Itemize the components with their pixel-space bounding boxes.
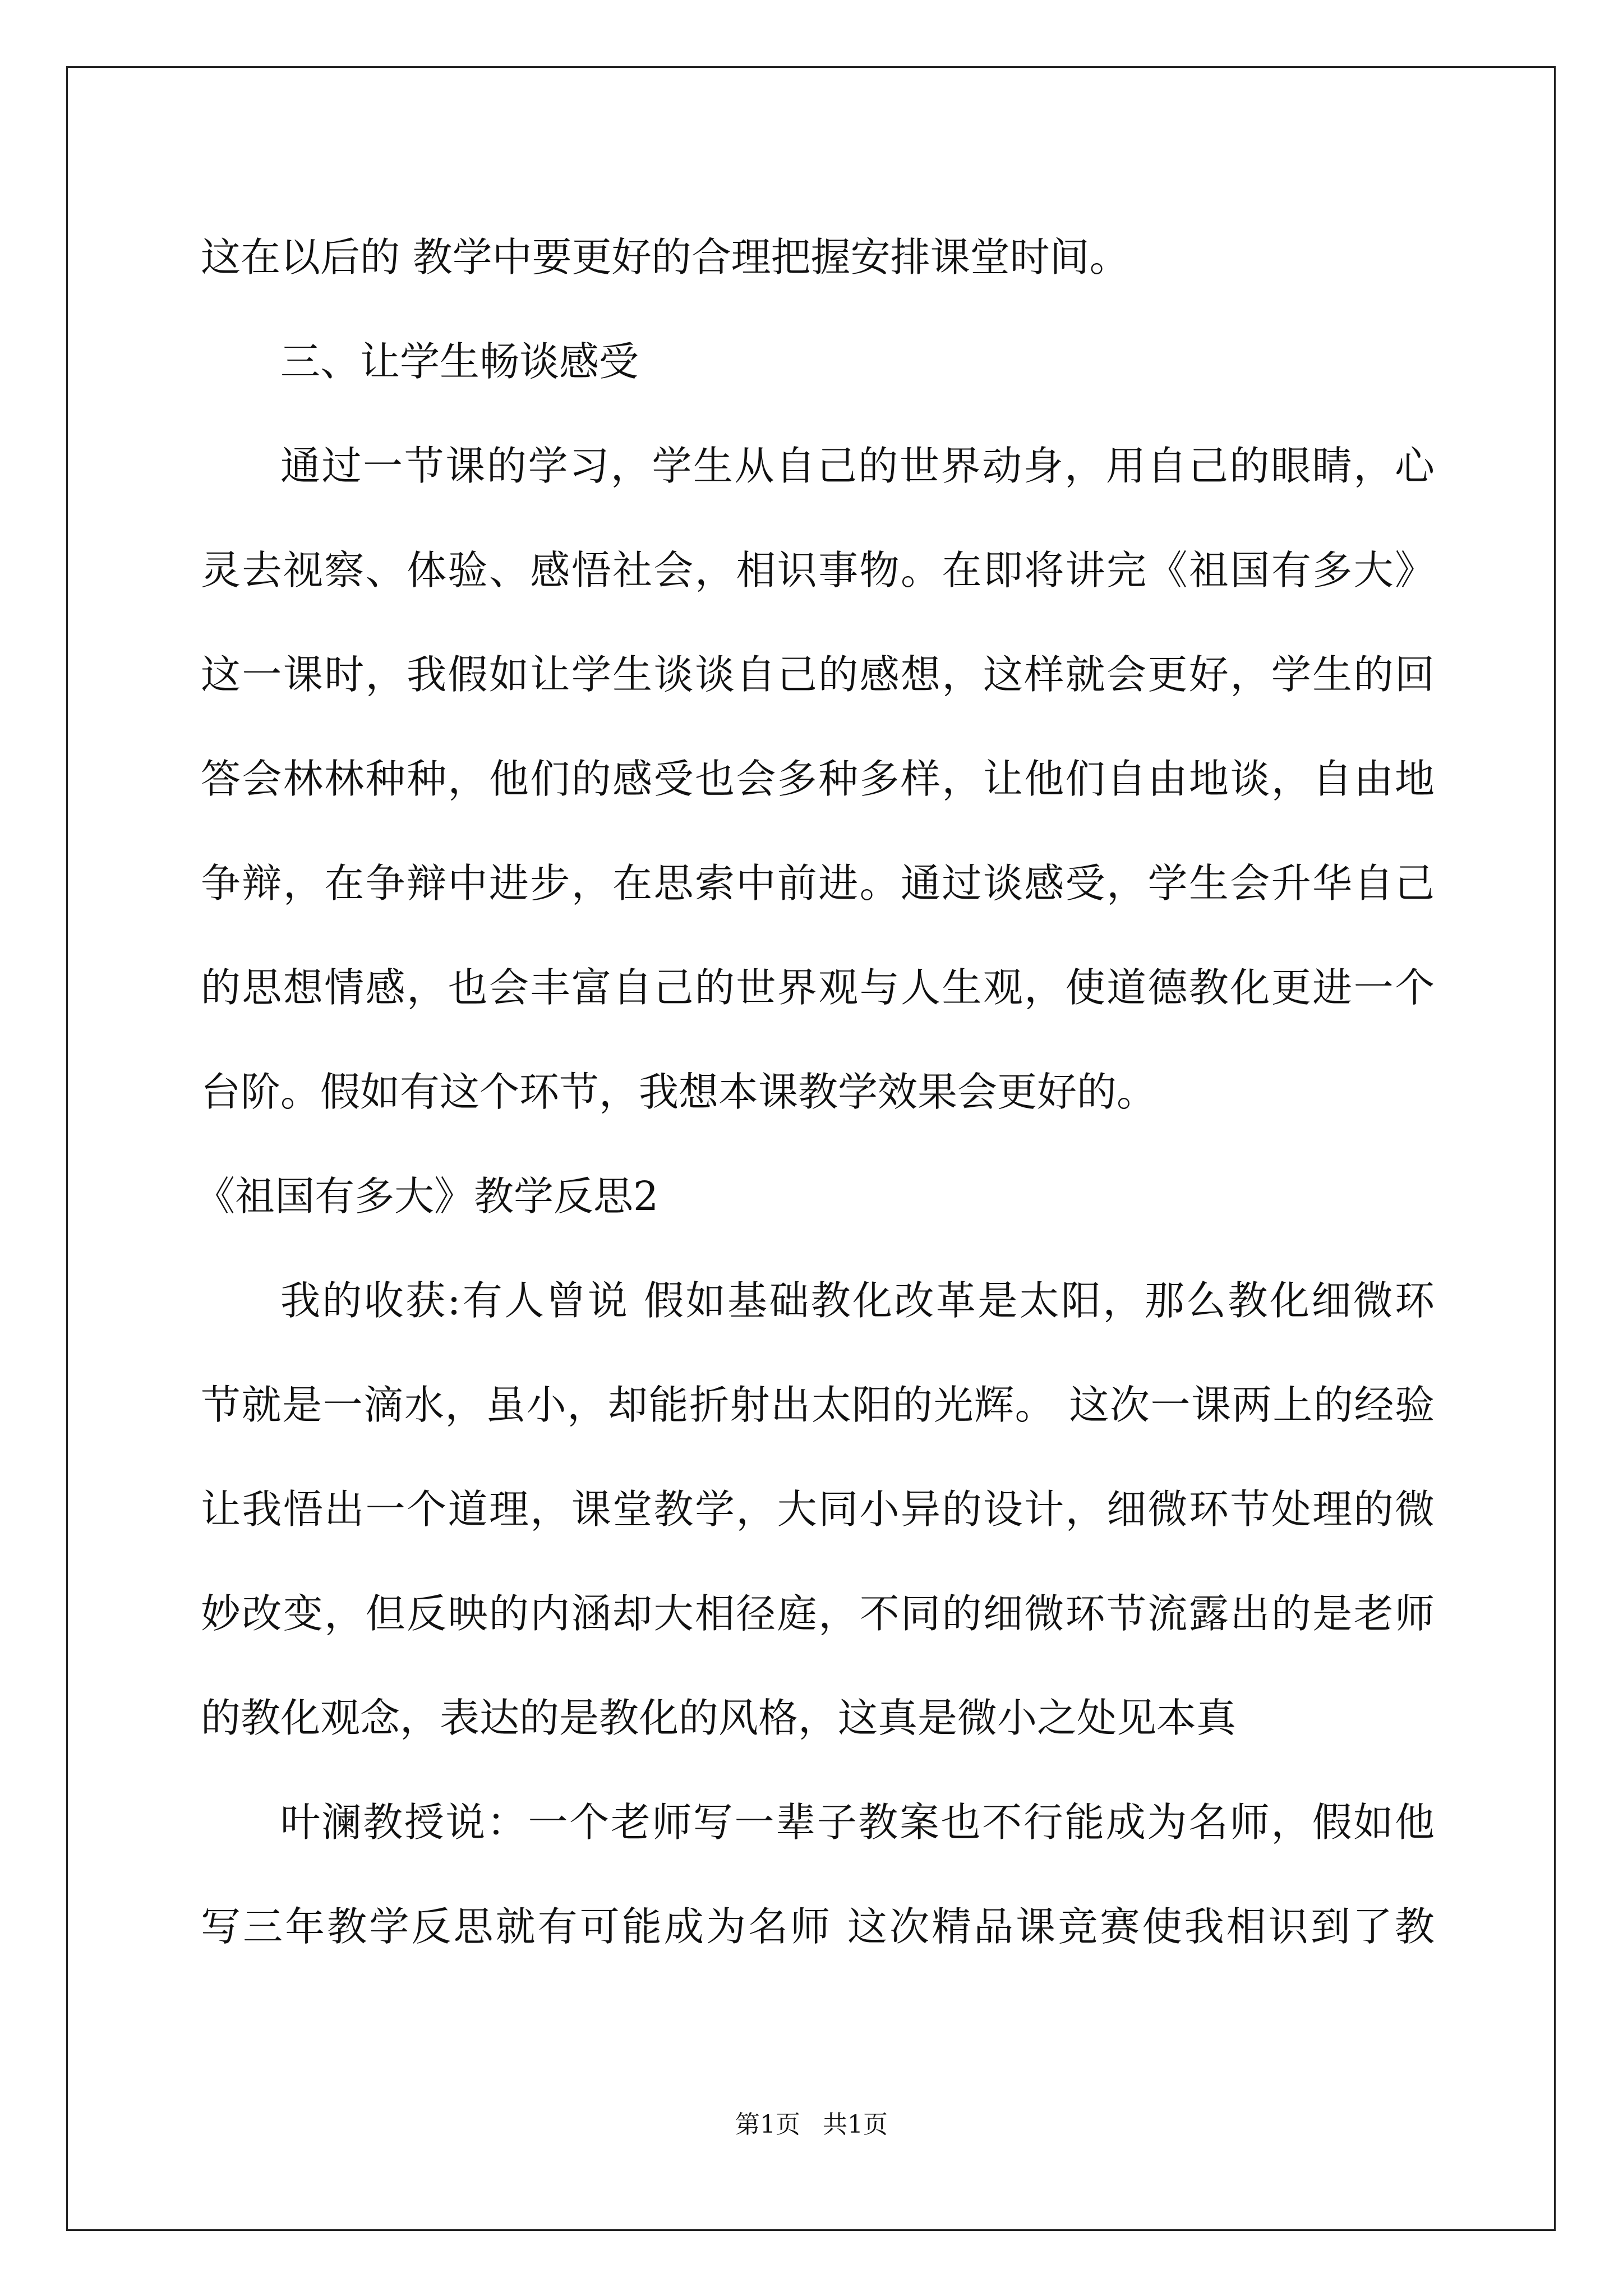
document-body xyxy=(195,205,1435,1979)
paragraph-line: 这一课时，我假如让学生谈谈自己的感想，这样就会更好，学生的回 xyxy=(201,651,1435,698)
paragraph-line: 妙改变，但反映的内涵却大相径庭，不同的细微环节流露出的是老师 xyxy=(201,1590,1435,1637)
paragraph-line: 通过一节课的学习，学生从自己的世界动身，用自己的眼睛，心 xyxy=(280,443,1435,489)
paragraph-line: 争辩，在争辩中进步，在思索中前进。通过谈感受，学生会升华自己 xyxy=(201,860,1435,907)
paragraph-line: 的思想情感，也会丰富自己的世界观与人生观，使道德教化更进一个 xyxy=(201,964,1435,1011)
paragraph-line: 叶澜教授说：一个老师写一辈子教案也不行能成为名师，假如他 xyxy=(280,1799,1435,1846)
paragraph-line: 节就是一滴水，虽小，却能折射出太阳的光辉。 这次一课两上的经验 xyxy=(201,1382,1435,1428)
page-total: 共1页 xyxy=(823,2110,888,2139)
paragraph-line: 写三年教学反思就有可能成为名师 这次精品课竞赛使我相识到了教 xyxy=(201,1903,1435,1950)
paragraph-line: 灵去视察、体验、感悟社会，相识事物。在即将讲完《祖国有多大》 xyxy=(201,547,1435,593)
paragraph-line: 答会林林种种，他们的感受也会多种多样，让他们自由地谈，自由地 xyxy=(201,756,1435,802)
article-title: 《祖国有多大》教学反思2 xyxy=(195,1173,659,1220)
paragraph-line: 让我悟出一个道理，课堂教学，大同小异的设计，细微环节处理的微 xyxy=(201,1486,1435,1533)
section-heading: 三、让学生畅谈感受 xyxy=(280,338,639,385)
paragraph-line: 我的收获:有人曾说 假如基础教化改革是太阳，那么教化细微环 xyxy=(280,1277,1435,1324)
paragraph-line: 的教化观念，表达的是教化的风格，这真是微小之处见本真 xyxy=(201,1695,1237,1741)
paragraph-line: 这在以后的 教学中要更好的合理把握安排课堂时间。 xyxy=(201,234,1129,280)
page-number: 第1页 xyxy=(735,2110,800,2139)
paragraph-line: 台阶。假如有这个环节，我想本课教学效果会更好的。 xyxy=(201,1069,1157,1115)
page-footer xyxy=(0,2108,1623,2142)
